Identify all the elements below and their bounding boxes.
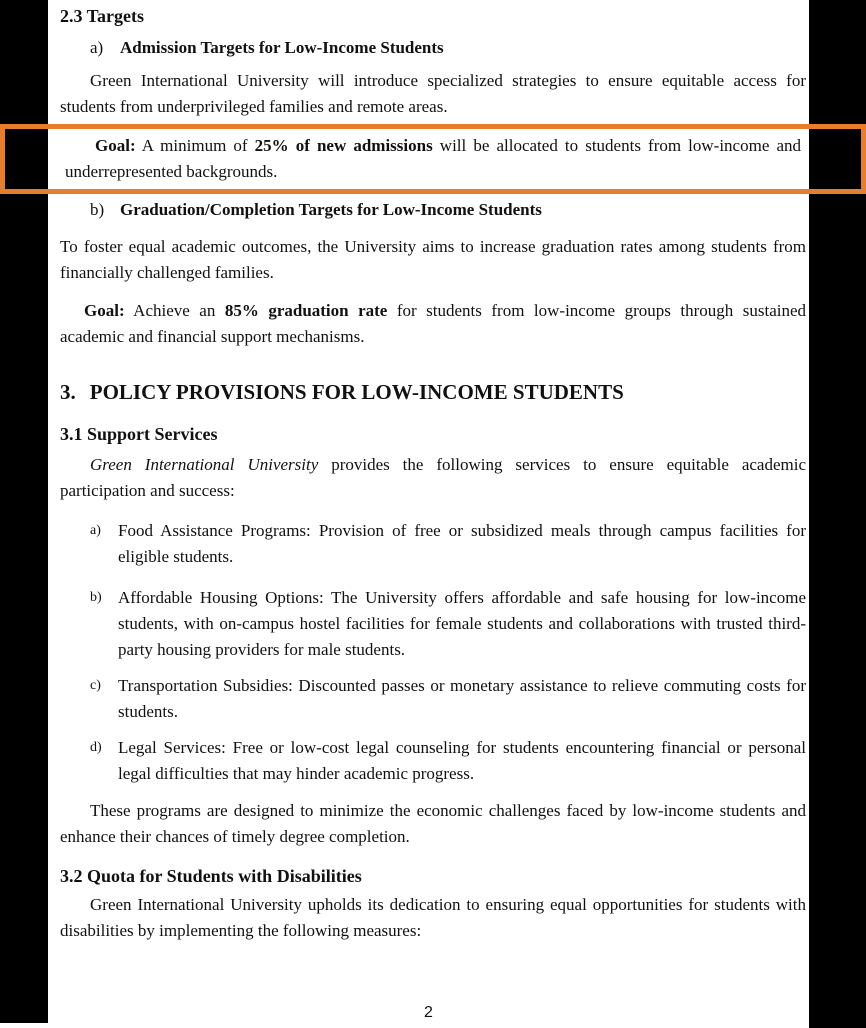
section-heading-3-2-disability-quota: 3.2 Quota for Students with Disabilities [60,866,362,886]
list-marker-b: b) [90,590,102,605]
subsection-item-admission-targets [60,35,806,61]
list-item-affordable-housing [60,585,806,663]
document-page [48,0,809,1028]
list-item-text: Affordable Housing Options: The University offers affordable and safe housing for low-income students, with on-campus hostel facilities for female students and collaborations with trusted third-party housing providers for male students. [118,588,806,659]
goal-admissions-paragraph: Goal: A minimum of 25% of new admissions will be allocated to students from low-income and underrepresented backgrounds. [65,136,801,181]
paragraph-programs-summary: These programs are designed to minimize the economic challenges faced by low-income students and enhance their chances of timely degree completion. [60,801,806,846]
subsection-title-admission-targets: Admission Targets for Low-Income Students [120,38,444,57]
highlight-box-admission-goal [0,124,866,194]
list-item-legal-services [60,735,806,787]
paragraph-equal-outcomes: To foster equal academic outcomes, the University aims to increase graduation rates among students from financially challenged families. [60,237,806,282]
list-marker-d: d) [90,740,102,755]
section-heading-2-3-targets: 2.3 Targets [60,6,145,26]
section-heading-3-policy-provisions [60,377,806,407]
list-marker-b: b) [90,200,105,219]
list-item-transportation-subsidies [60,673,806,725]
subsection-item-graduation-targets [60,197,806,223]
subsection-title-graduation-targets: Graduation/Completion Targets for Low-Income Students [120,200,542,219]
list-marker-a: a) [90,523,101,538]
document-content [48,0,809,944]
list-marker-c: c) [90,678,101,693]
list-marker-a: a) [90,38,104,57]
page-number: 2 [424,1004,433,1021]
list-item-food-assistance [60,518,806,570]
section-title: POLICY PROVISIONS FOR LOW-INCOME STUDENTS [89,380,624,404]
paragraph-disabilities-intro: Green International University upholds its dedication to ensuring equal opportunities for students with disabilities by implementing the following measures: [60,895,806,940]
list-item-text: Food Assistance Programs: Provision of free or subsidized meals through campus facilities for eligible students. [118,521,806,566]
paragraph-equitable-access: Green International University will introduce specialized strategies to ensure equitable access for students from underprivileged families and remote areas. [60,71,806,116]
list-item-text: Legal Services: Free or low-cost legal counseling for students encountering financial or personal legal difficulties that may hinder academic progress. [118,738,806,783]
list-item-text: Transportation Subsidies: Discounted passes or monetary assistance to relieve commuting costs for students. [118,676,806,721]
paragraph-support-services-intro: Green International University provides the following services to ensure equitable academic participation and success: [60,455,806,500]
goal-graduation-paragraph: Goal: Achieve an 85% graduation rate for students from low-income groups through sustained academic and financial support mechanisms. [60,301,807,346]
section-heading-3-1-support-services: 3.1 Support Services [60,424,218,444]
section-number: 3. [60,380,76,404]
